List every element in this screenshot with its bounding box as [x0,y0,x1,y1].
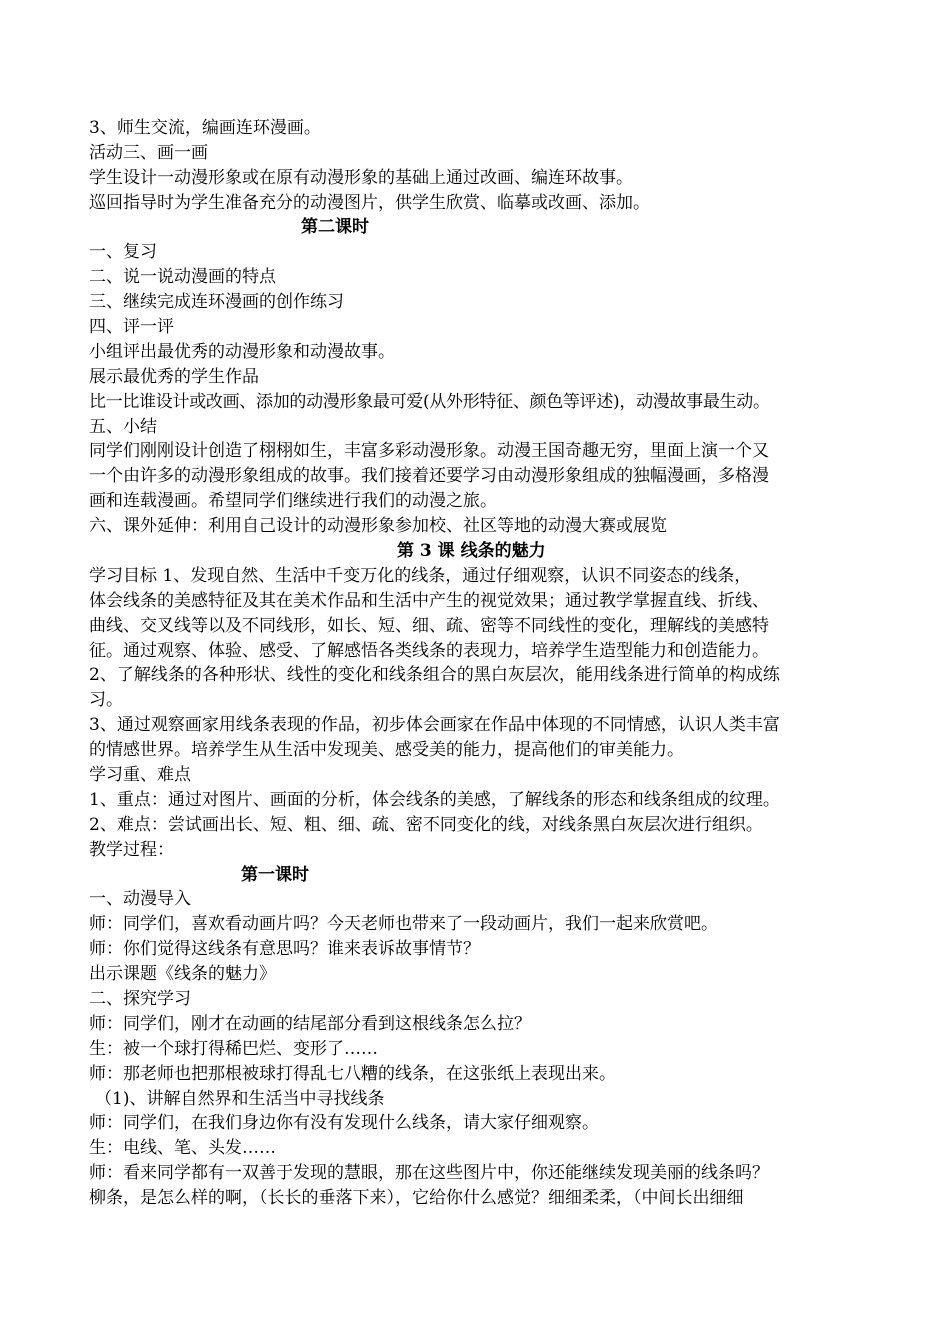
text-line: 出示课题《线条的魅力》 [89,964,276,984]
text-line: 同学们刚刚设计创造了栩栩如生，丰富多彩动漫形象。动漫王国奇趣无穷，里面上演一个又 [89,441,769,461]
text-line: （1)、讲解自然界和生活当中寻找线条 [95,1089,385,1109]
text-line: 3、通过观察画家用线条表现的作品，初步体会画家在作品中体现的不同情感，认识人类丰富 [89,715,780,735]
text-line: 展示最优秀的学生作品 [89,367,259,387]
text-line: 生：电线、笔、头发…… [89,1138,276,1158]
text-line: 小组评出最优秀的动漫形象和动漫故事。 [89,342,395,362]
text-line: 师：那老师也把那根被球打得乱七八糟的线条，在这张纸上表现出来。 [89,1064,616,1084]
text-line: 比一比谁设计或改画、添加的动漫形象最可爱(从外形特征、颜色等评述)，动漫故事最生动。 [89,392,770,412]
text-line: 1、重点：通过对图片、画面的分析，体会线条的美感，了解线条的形态和线条组成的纹理。 [89,790,780,810]
text-line: 四、评一评 [89,317,174,337]
text-line: 一个由许多的动漫形象组成的故事。我们接着还要学习由动漫形象组成的独幅漫画，多格漫 [89,466,769,486]
text-line: 学习重、难点 [89,765,191,785]
text-line: 体会线条的美感特征及其在美术作品和生活中产生的视觉效果；通过教学掌握直线、折线、 [89,591,769,611]
text-line: 的情感世界。培养学生从生活中发现美、感受美的能力，提高他们的审美能力。 [89,740,684,760]
text-line: 曲线、交叉线等以及不同线形，如长、短、细、疏、密等不同线性的变化，理解线的美感特 [89,616,769,636]
text-line: 生：被一个球打得稀巴烂、变形了…… [89,1039,378,1059]
text-line: 柳条，是怎么样的啊，（长长的垂落下来），它给你什么感觉？细细柔柔，（中间长出细细 [89,1188,744,1208]
text-line: 2、难点：尝试画出长、短、粗、细、疏、密不同变化的线，对线条黑白灰层次进行组织。 [89,815,763,835]
text-line: 师：同学们，喜欢看动画片吗？今天老师也带来了一段动画片，我们一起来欣赏吧。 [89,914,718,934]
text-line: 三、继续完成连环漫画的创作练习 [89,292,344,312]
text-line: 师：同学们，在我们身边你有没有发现什么线条，请大家仔细观察。 [89,1113,599,1133]
text-line: 教学过程： [89,840,174,860]
text-line: 习。 [89,690,123,710]
text-line: 学生设计一动漫形象或在原有动漫形象的基础上通过改画、编连环故事。 [89,168,633,188]
text-line: 巡回指导时为学生准备充分的动漫图片，供学生欣赏、临摹或改画、添加。 [89,193,650,213]
section-heading: 第一课时 [241,865,309,885]
text-line: 六、课外延伸：利用自己设计的动漫形象参加校、社区等地的动漫大赛或展览 [89,516,667,536]
text-line: 二、说一说动漫画的特点 [89,267,276,287]
text-line: 一、动漫导入 [89,889,191,909]
text-line: 3、师生交流，编画连环漫画。 [89,118,321,138]
text-line: 征。通过观察、体验、感受、了解感悟各类线条的表现力，培养学生造型能力和创造能力。 [89,641,769,661]
text-line: 2、了解线条的各种形状、线性的变化和线条组合的黑白灰层次，能用线条进行简单的构成练 [89,665,780,685]
text-line: 一、复习 [89,242,157,262]
text-line: 师：看来同学都有一双善于发现的慧眼，那在这些图片中，你还能继续发现美丽的线条吗？ [89,1163,769,1183]
lesson-heading: 第 3 课 线条的魅力 [397,541,546,561]
text-line: 活动三、画一画 [89,143,208,163]
text-line: 二、探究学习 [89,989,191,1009]
text-line: 学习目标 1、发现自然、生活中千变万化的线条，通过仔细观察，认识不同姿态的线条， [89,566,752,586]
text-line: 师：同学们，刚才在动画的结尾部分看到这根线条怎么拉？ [89,1014,531,1034]
text-line: 师：你们觉得这线条有意思吗？谁来表诉故事情节？ [89,939,480,959]
section-heading: 第二课时 [301,217,369,237]
text-line: 五、小结 [89,417,157,437]
text-line: 画和连载漫画。希望同学们继续进行我们的动漫之旅。 [89,491,497,511]
